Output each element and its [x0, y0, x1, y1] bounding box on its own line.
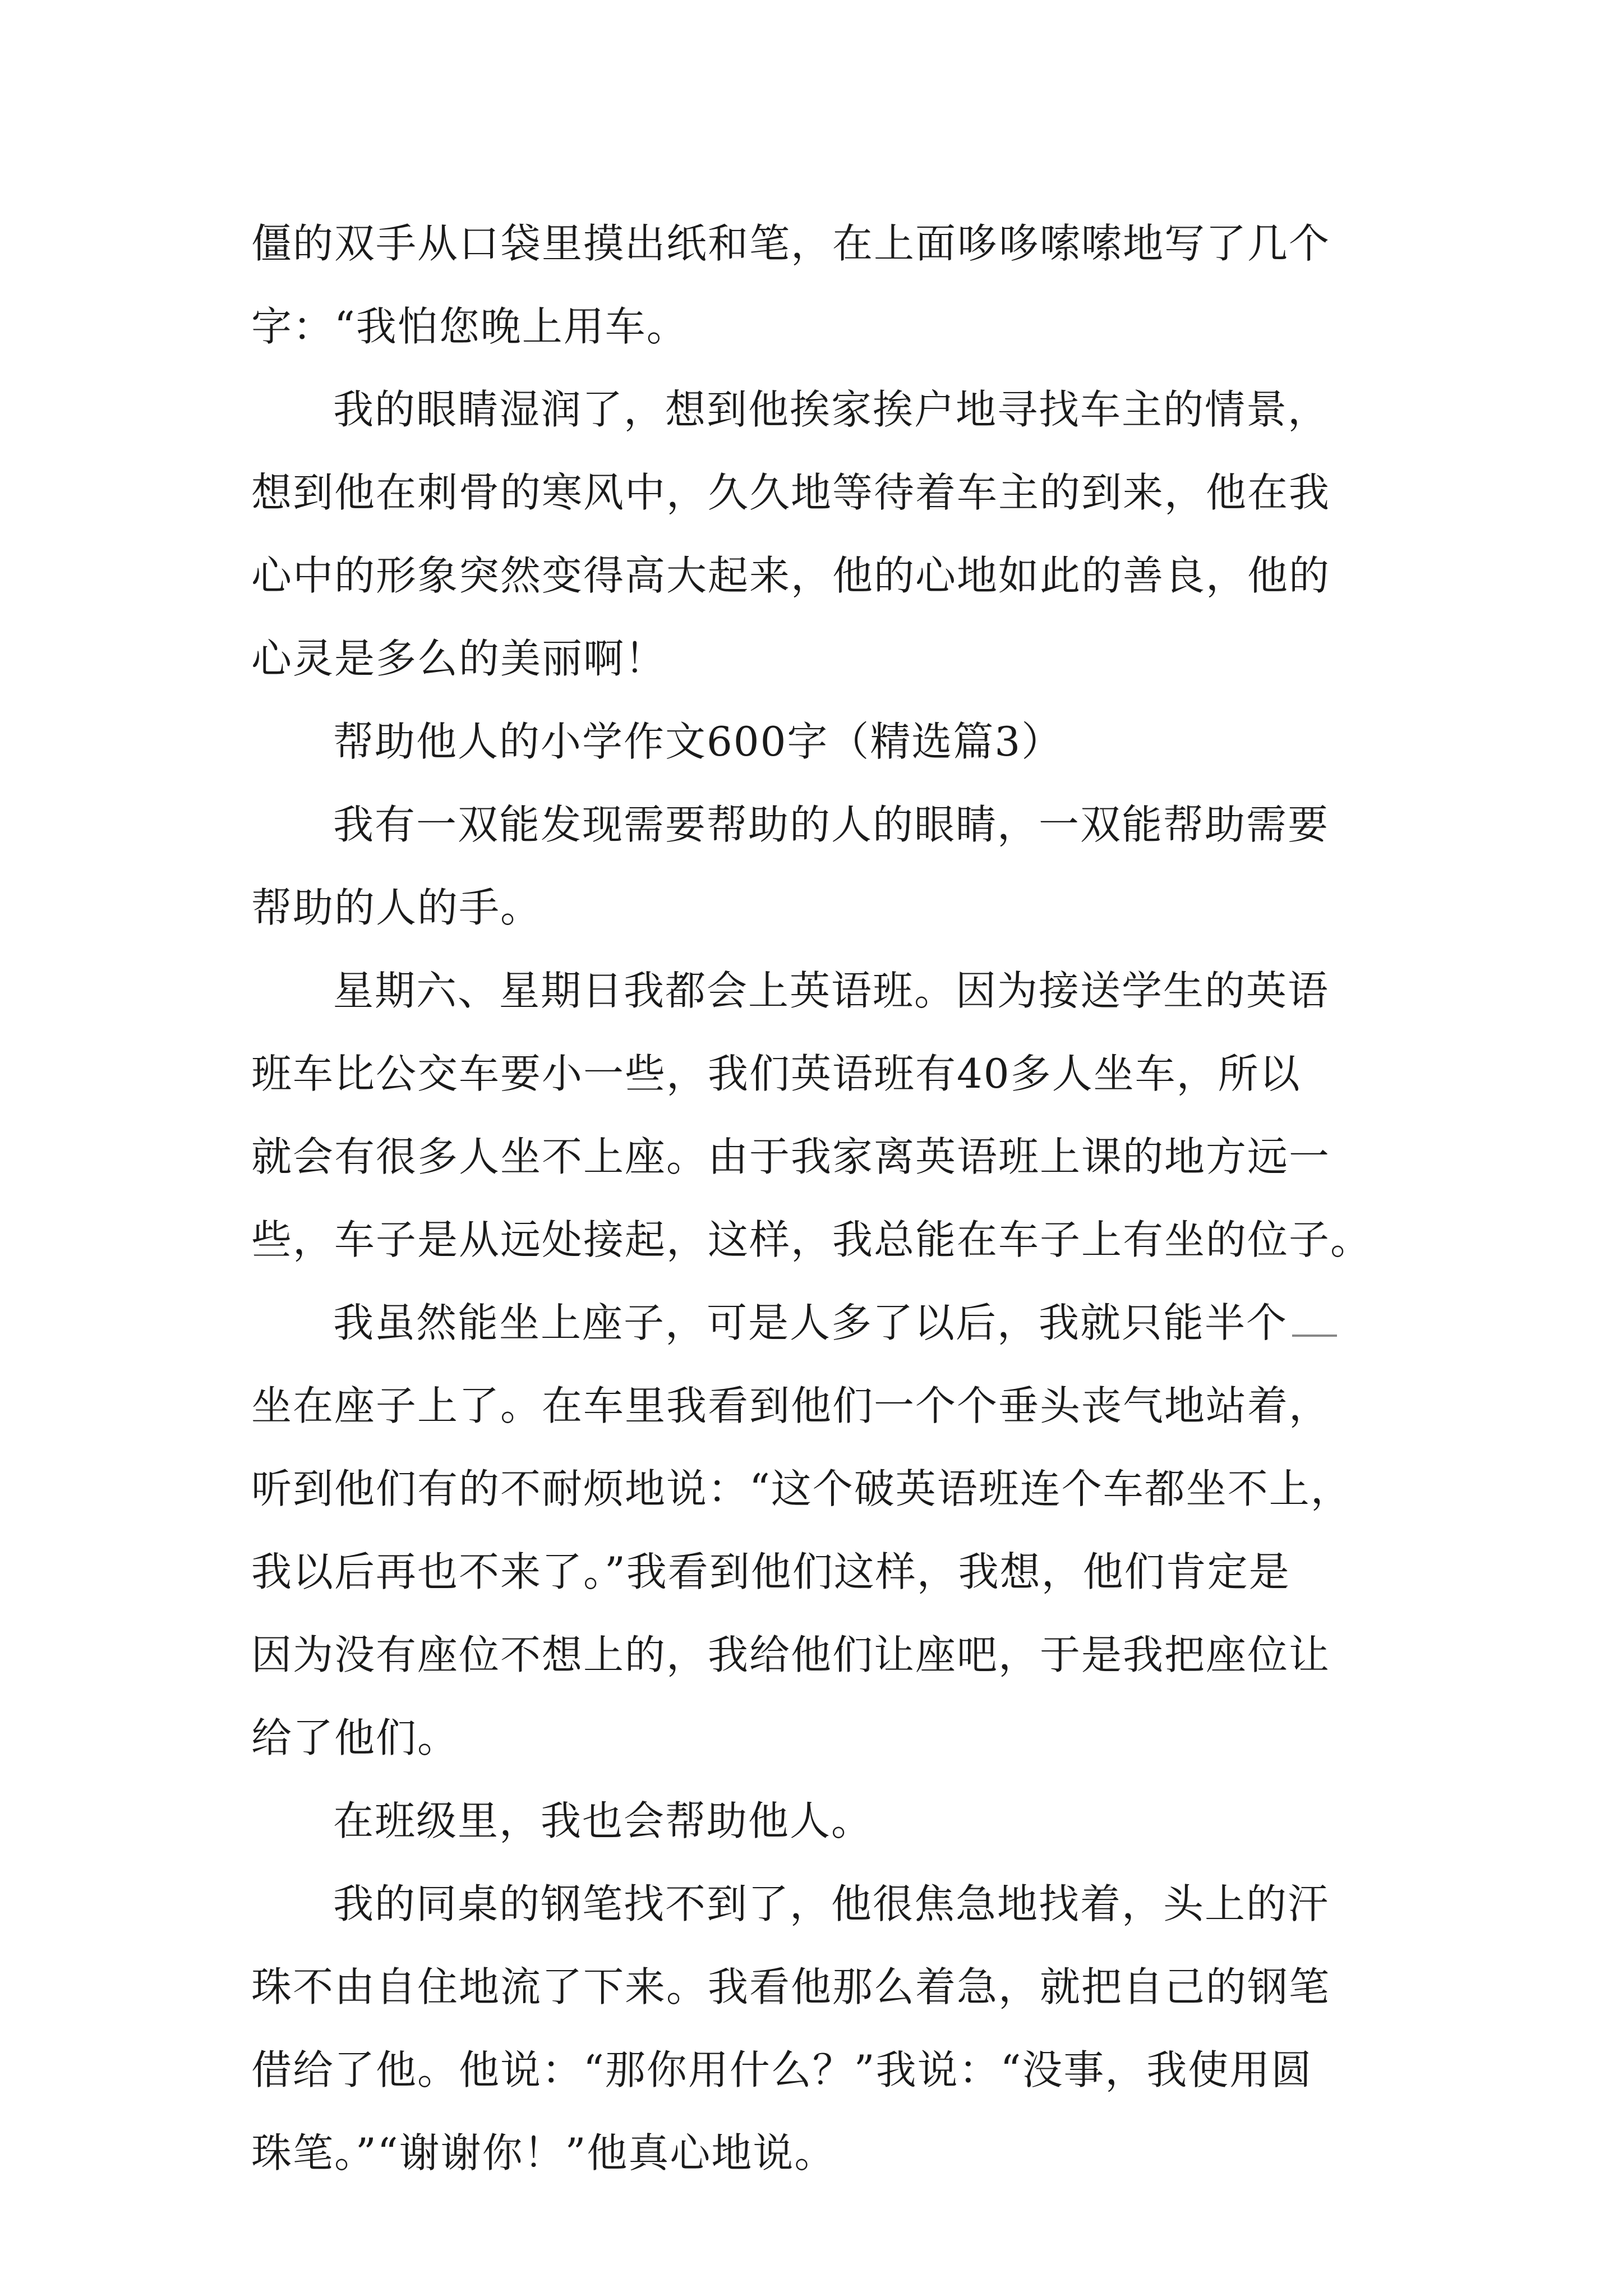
text-line: 在班级里，我也会帮助他人。	[333, 1797, 873, 1844]
text-line: 我虽然能坐上座子，可是人多了以后，我就只能半个	[333, 1299, 1288, 1346]
text-line: 心中的形象突然变得高大起来，他的心地如此的善良，他的	[251, 552, 1331, 599]
text-line: 我的同桌的钢笔找不到了，他很焦急地找着，头上的汗	[333, 1880, 1330, 1927]
text-line: 僵的双手从口袋里摸出纸和笔，在上面哆哆嗦嗦地写了几个	[251, 220, 1331, 267]
text-line: 心灵是多么的美丽啊！	[251, 635, 667, 682]
text-line: 些，车子是从远处接起，这样，我总能在车子上有坐的位子。	[251, 1216, 1372, 1263]
text-line: 借给了他。他说：“那你用什么？”我说：“没事，我使用圆	[251, 2046, 1313, 2093]
section-heading: 帮助他人的小学作文600字（精选篇3）	[333, 718, 1063, 765]
text-line: 因为没有座位不想上的，我给他们让座吧，于是我把座位让	[251, 1631, 1331, 1678]
text-line: 珠不由自住地流了下来。我看他那么着急，就把自己的钢笔	[251, 1963, 1331, 2010]
text-line: 听到他们有的不耐烦地说：“这个破英语班连个车都坐不上，	[251, 1465, 1352, 1512]
text-line: 给了他们。	[251, 1714, 459, 1761]
text-line: 字：“我怕您晚上用车。	[251, 303, 688, 350]
text-line: 坐在座子上了。在车里我看到他们一个个垂头丧气地站着，	[251, 1382, 1331, 1429]
essay-body	[251, 202, 1407, 2194]
text-line: 我以后再也不来了。”我看到他们这样，我想，他们肯定是	[251, 1548, 1290, 1595]
text-line: 我的眼睛湿润了，想到他挨家挨户地寻找车主的情景，	[333, 386, 1330, 433]
text-line: 星期六、星期日我都会上英语班。因为接送学生的英语	[333, 967, 1330, 1014]
text-line-with-blank	[251, 1281, 1407, 1364]
text-line: 就会有很多人坐不上座。由于我家离英语班上课的地方远一	[251, 1133, 1331, 1180]
text-line: 我有一双能发现需要帮助的人的眼睛，一双能帮助需要	[333, 801, 1330, 848]
text-line: 珠笔。”“谢谢你！”他真心地说。	[251, 2129, 836, 2177]
text-line: 帮助的人的手。	[251, 884, 542, 931]
text-line: 想到他在刺骨的寒风中，久久地等待着车主的到来，他在我	[251, 469, 1331, 516]
blank-underline	[1292, 1335, 1337, 1337]
text-line: 班车比公交车要小一些，我们英语班有40多人坐车，所以	[251, 1050, 1301, 1097]
